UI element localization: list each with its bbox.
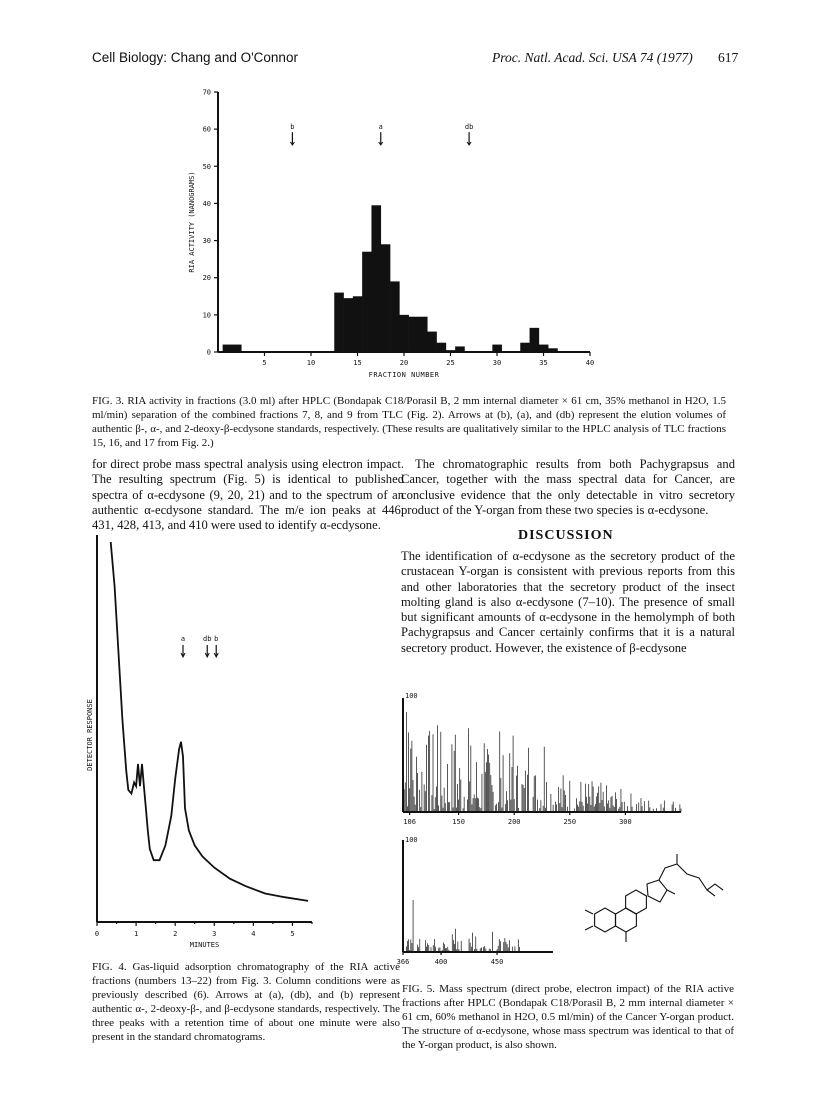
fig3-x-tick-label: 15 — [353, 359, 362, 367]
fig3-y-axis-label: RIA ACTIVITY (NANOGRAMS) — [188, 171, 196, 273]
fig4-x-tick-label: 3 — [212, 930, 217, 938]
fig3-bar — [437, 343, 447, 352]
fig4-x-tick-label: 5 — [290, 930, 295, 938]
fig3-bar — [492, 345, 502, 352]
fig3-bar — [530, 328, 540, 352]
structure-side-chain-branch — [707, 884, 723, 890]
structure-ring-a — [595, 908, 616, 932]
fig5-bottom-x-tick-label: 366 — [396, 958, 410, 966]
fig4-x-tick-label: 1 — [133, 930, 139, 938]
running-header-journal: Proc. Natl. Acad. Sci. USA 74 (1977) — [492, 50, 693, 65]
fig3-bar — [548, 348, 558, 352]
fig3-bar — [418, 317, 428, 352]
fig4-chart — [80, 535, 330, 955]
fig4-caption: FIG. 4. Gas-liquid adsorption chromatography of the RIA active fractions (numbers 13–22) from Fig. 3. Column conditions were as previously described (6). Arrows at (a), (db), and (b) represent authentic α-, 2-deoxy-β-, and β-ecdysone standards, respectively. The three peaks with a retention time of about one minute were also present in the standard chromatograms. — [92, 961, 400, 1043]
fig3-x-tick-label: 20 — [399, 359, 409, 367]
fig3-bar — [353, 296, 363, 352]
fig3-x-tick-label: 35 — [539, 359, 548, 367]
right-column-paragraph: The chromatographic results from both Pachygrapsus and Cancer, together with the mass spectral data for Cancer, are conclusive evidence that the only detectable in vitro secretory product of the Y-organ from these two species is α-ecdysone. — [401, 457, 735, 517]
structure-ring-d — [647, 880, 667, 902]
structure-ring-c — [626, 890, 647, 914]
fig3-arrow-label: a — [378, 123, 383, 132]
fig3-y-tick-label: 20 — [202, 274, 211, 283]
fig4-trace — [111, 542, 308, 901]
fig3-x-axis-label: FRACTION NUMBER — [368, 371, 440, 379]
running-header-left: Cell Biology: Chang and O'Connor — [92, 50, 298, 65]
fig3-bar — [409, 317, 419, 352]
fig3-bar — [371, 205, 381, 352]
structure-hydroxyl-14 — [667, 890, 675, 894]
fig3-y-tick-label: 10 — [202, 311, 211, 320]
fig3-arrow-label: db — [464, 123, 474, 132]
fig3-y-tick-label: 70 — [202, 88, 211, 97]
fig5-top-x-tick-label: 250 — [563, 818, 577, 826]
fig3-y-tick-label: 30 — [202, 237, 211, 246]
fig3-bar — [223, 345, 233, 352]
fig3-bar — [520, 343, 530, 352]
fig4-x-tick-label: 2 — [173, 930, 178, 938]
fig3-bar — [362, 252, 372, 352]
fig3-bar — [455, 346, 465, 352]
fig4-y-axis-label: DETECTOR RESPONSE — [86, 699, 94, 771]
page-number: 617 — [718, 50, 739, 65]
fig4-arrow-label: b — [214, 635, 219, 643]
fig3-x-tick-label: 10 — [306, 359, 316, 367]
fig5-top-x-tick-label: 106 — [403, 818, 417, 826]
fig5-caption: FIG. 5. Mass spectrum (direct probe, electron impact) of the RIA active fractions after HPLC (Bondapak C18/Porasil B, 2 mm internal diameter × 61 cm, 60% methanol in H2O, 0.5 ml/min) of the Cancer Y-organ product. The structure of α-ecdysone, whose mass spectrum was identical to that of the Y-organ product, is also shown. — [402, 983, 734, 1051]
fig5-chart — [395, 690, 735, 970]
fig5-top-y-label: 100 — [405, 692, 418, 700]
fig5-bottom-x-tick-label: 400 — [434, 958, 448, 966]
fig5-top-x-tick-label: 300 — [619, 818, 632, 826]
fig3-bar — [232, 345, 242, 352]
structure-ring-b — [616, 908, 637, 932]
fig3-bar — [446, 350, 456, 352]
fig5-bottom-y-label: 100 — [405, 836, 418, 844]
fig3-x-tick-label: 40 — [585, 359, 595, 367]
fig3-bar — [381, 244, 391, 352]
fig3-bar — [539, 345, 549, 352]
fig3-x-tick-label: 30 — [492, 359, 502, 367]
left-column-paragraph: for direct probe mass spectral analysis using electron impact. The resulting spectrum (Fig. 5) is identical to published spectra of α-ecdysone (9, 20, 21) and to the spectrum of an authentic α-ecdysone standard. The m/e ion peaks at 446, 431, 428, 413, and 410 were used to identify α-ecdysone. — [92, 457, 404, 533]
fig3-bar — [334, 293, 344, 352]
alpha-ecdysone-structure — [585, 854, 723, 942]
discussion-heading: DISCUSSION — [518, 528, 614, 543]
fig3-x-tick-label: 25 — [446, 359, 455, 367]
fig4-x-axis-label: MINUTES — [189, 941, 220, 949]
structure-side-chain — [659, 864, 715, 896]
fig3-y-tick-label: 60 — [202, 125, 211, 134]
fig3-chart — [180, 85, 610, 385]
fig4-x-tick-label: 4 — [251, 930, 256, 938]
fig5-bottom-x-tick-label: 450 — [490, 958, 504, 966]
fig5-top-x-tick-label: 150 — [452, 818, 465, 826]
fig3-bar — [344, 298, 354, 352]
structure-hydroxyl-3 — [585, 926, 593, 930]
fig3-y-tick-label: 0 — [206, 348, 211, 357]
fig4-arrow-label: a — [180, 635, 186, 643]
fig4-arrow-label: db — [203, 635, 212, 643]
fig3-arrow-label: b — [290, 123, 295, 132]
fig3-bar — [390, 281, 400, 352]
fig3-x-tick-label: 5 — [262, 359, 267, 367]
structure-hydroxyl-2 — [585, 910, 593, 914]
fig3-caption: FIG. 3. RIA activity in fractions (3.0 ml) after HPLC (Bondapak C18/Porasil B, 2 mm internal diameter × 61 cm, 35% methanol in H2O, 1.5 ml/min) separation of the combined fractions 7, 8, and 9 from TLC (Fig. 2). Arrows at (b), (a), and (db) represent the elution volumes of authentic β-, α-, and 2-deoxy-β-ecdysone standards, respectively. (These results are qualitatively similar to the HPLC analysis of TLC fractions 15, 16, and 17 from Fig. 2.) — [92, 395, 726, 449]
fig5-top-x-tick-label: 200 — [507, 818, 521, 826]
fig4-x-tick-label: 0 — [94, 930, 100, 938]
fig3-y-tick-label: 50 — [202, 162, 211, 171]
fig3-bar — [399, 315, 409, 352]
discussion-paragraph: The identification of α-ecdysone as the secretory product of the crustacean Y-organ is consistent with previous reports from this and other laboratories that the secretory product of the insect molting gland is also α-ecdysone (7–10). The presence of small but significant amounts of α-ecdysone in the hemolymph of both Pachygrapsus and Cancer certainly confirms that it is a natural secretory product. However, the existence of β-ecdysone — [401, 549, 735, 655]
fig3-bar — [427, 332, 437, 352]
fig3-y-tick-label: 40 — [202, 199, 211, 208]
